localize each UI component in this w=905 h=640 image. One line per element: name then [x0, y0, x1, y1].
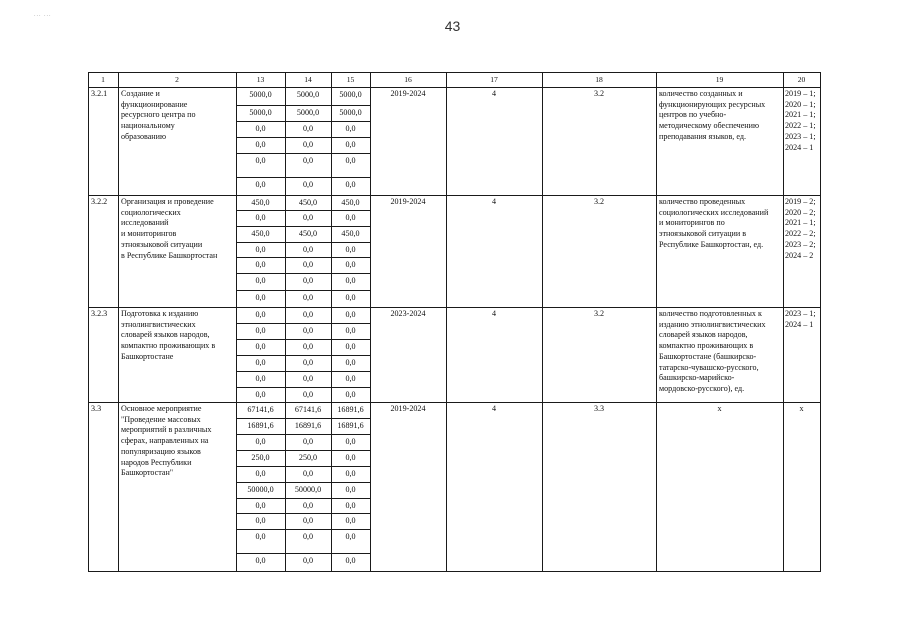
indicator-line: татарско-чувашско-русского, — [659, 362, 759, 372]
col17-cell: 4 — [491, 309, 497, 318]
years-line: 2024 – 1 — [785, 319, 814, 329]
value-row-border — [236, 450, 370, 451]
value-cell: 5000,0 — [249, 108, 272, 117]
col18-cell: 3.3 — [593, 404, 605, 413]
row-name-line: образованию — [121, 131, 167, 141]
value-cell: 0,0 — [302, 437, 314, 446]
column-border-10 — [820, 72, 821, 572]
value-cell: 0,0 — [255, 260, 266, 269]
value-cell: 0,0 — [345, 342, 356, 351]
value-cell: 0,0 — [255, 374, 266, 383]
value-cell: 0,0 — [255, 556, 266, 565]
header-bottom-border — [88, 87, 820, 88]
value-cell: 0,0 — [345, 501, 356, 510]
value-row-border — [236, 355, 370, 356]
value-row-border — [236, 242, 370, 243]
value-cell: 0,0 — [302, 245, 314, 254]
column-border-6 — [446, 72, 447, 572]
years-line: 2020 – 2; — [785, 207, 816, 217]
row-name-line: Башкортостане — [121, 351, 174, 361]
value-row-border — [236, 121, 370, 122]
value-cell: 0,0 — [255, 437, 266, 446]
value-cell: 450,0 — [251, 229, 270, 238]
scan-corner-mark: ... ... — [34, 12, 52, 18]
value-cell: 0,0 — [345, 453, 356, 462]
indicator-line: Республике Башкортостан, ед. — [659, 239, 764, 249]
value-row-border — [236, 153, 370, 154]
value-cell: 0,0 — [302, 342, 314, 351]
value-cell: 0,0 — [302, 358, 314, 367]
years-line: 2022 – 1; — [785, 121, 816, 131]
section-bottom-border — [88, 195, 820, 196]
value-cell: 5000,0 — [249, 90, 272, 99]
period-cell: 2023-2024 — [390, 309, 426, 318]
value-row-border — [236, 482, 370, 483]
column-header: 1 — [101, 74, 105, 84]
row-name-line: исследований — [121, 218, 169, 228]
value-cell: 0,0 — [302, 124, 314, 133]
value-cell: 0,0 — [255, 140, 266, 149]
row-name-line: функционирование — [121, 99, 188, 109]
value-cell: 0,0 — [345, 516, 356, 525]
value-row-border — [236, 513, 370, 514]
column-header: 2 — [175, 74, 179, 84]
years-line: 2024 – 2 — [785, 250, 814, 260]
value-cell: 250,0 — [251, 453, 270, 462]
years-line: 2021 – 1; — [785, 218, 816, 228]
row-name-line: социологических — [121, 207, 181, 217]
value-cell: 16891,6 — [337, 405, 364, 414]
value-row-border — [236, 553, 370, 554]
row-name-line: популяризацию языков — [121, 446, 201, 456]
value-cell: 67141,6 — [294, 405, 322, 414]
column-header: 19 — [715, 74, 724, 84]
years-line: x — [799, 404, 804, 413]
column-header: 14 — [304, 74, 312, 84]
indicator-line: изданию этнолингвистических — [659, 319, 766, 329]
row-name-line: этнолингвистических — [121, 319, 196, 329]
value-cell: 0,0 — [302, 326, 314, 335]
value-cell: 5000,0 — [296, 90, 320, 99]
years-line: 2022 – 2; — [785, 229, 816, 239]
section-bottom-border — [88, 402, 820, 403]
indicator-line: количество созданных и — [659, 89, 743, 98]
years-line: 2019 – 2; — [785, 197, 816, 206]
years-line: 2021 – 1; — [785, 110, 816, 120]
row-name-line: национальному — [121, 121, 175, 131]
value-row-border — [236, 210, 370, 211]
column-border-9 — [783, 72, 784, 572]
value-cell: 450,0 — [298, 229, 318, 238]
value-cell: 0,0 — [255, 156, 266, 165]
value-row-border — [236, 498, 370, 499]
row-code: 3.2.3 — [91, 309, 108, 318]
value-cell: 50000,0 — [294, 485, 322, 494]
indicator-line: x — [717, 404, 722, 413]
value-cell: 0,0 — [345, 124, 356, 133]
value-cell: 0,0 — [302, 390, 314, 399]
col18-cell: 3.2 — [593, 89, 605, 98]
value-cell: 0,0 — [345, 390, 356, 399]
indicator-line: преподавания языков, ед. — [659, 131, 746, 141]
value-cell: 5000,0 — [339, 90, 362, 99]
period-cell: 2019-2024 — [390, 197, 426, 206]
value-row-border — [236, 529, 370, 530]
row-name-line: Организация и проведение — [121, 197, 214, 206]
value-cell: 0,0 — [302, 516, 314, 525]
row-code: 3.2.1 — [91, 89, 108, 98]
value-cell: 0,0 — [345, 310, 356, 319]
value-row-border — [236, 290, 370, 291]
value-cell: 0,0 — [255, 124, 266, 133]
indicator-line: компактно проживающих в — [659, 341, 754, 351]
row-name-line: Создание и — [121, 89, 160, 98]
column-header: 16 — [404, 74, 412, 84]
indicator-line: функционирующих ресурсных — [659, 99, 766, 109]
section-bottom-border — [88, 571, 820, 572]
value-cell: 0,0 — [255, 501, 266, 510]
row-name-line: мероприятий в различных — [121, 425, 212, 435]
indicator-line: и мониторингов по — [659, 218, 725, 228]
period-cell: 2019-2024 — [390, 89, 426, 98]
value-cell: 0,0 — [302, 140, 314, 149]
value-row-border — [236, 323, 370, 324]
value-row-border — [236, 105, 370, 106]
table-top-border — [88, 72, 820, 73]
indicator-line: методическому обеспечению — [659, 121, 760, 131]
value-cell: 5000,0 — [296, 108, 320, 117]
value-cell: 0,0 — [345, 556, 356, 565]
value-cell: 0,0 — [255, 276, 266, 285]
row-code: 3.3 — [91, 404, 102, 413]
value-cell: 0,0 — [345, 437, 356, 446]
value-row-border — [236, 434, 370, 435]
row-name-line: словарей языков народов, — [121, 330, 210, 340]
value-cell: 0,0 — [255, 390, 266, 399]
value-cell: 16891,6 — [337, 421, 364, 430]
indicator-line: мордовско-русского), ед. — [659, 383, 745, 393]
value-cell: 0,0 — [345, 532, 356, 541]
value-cell: 5000,0 — [339, 108, 362, 117]
value-cell: 0,0 — [255, 180, 266, 189]
row-name-line: народов Республики — [121, 457, 192, 467]
value-cell: 0,0 — [255, 213, 266, 222]
col17-cell: 4 — [491, 89, 497, 98]
value-row-border — [236, 257, 370, 258]
indicator-line: социологических исследований — [659, 207, 769, 217]
value-cell: 0,0 — [302, 180, 314, 189]
row-name-line: "Проведение массовых — [121, 414, 201, 424]
value-cell: 0,0 — [345, 374, 356, 383]
value-cell: 0,0 — [345, 140, 356, 149]
value-cell: 0,0 — [302, 532, 314, 541]
value-cell: 0,0 — [255, 358, 266, 367]
column-border-7 — [542, 72, 543, 572]
value-cell: 450,0 — [341, 198, 360, 207]
row-name-line: компактно проживающих в — [121, 341, 216, 351]
indicator-line: количество проведенных — [659, 197, 746, 206]
col18-cell: 3.2 — [593, 309, 605, 318]
indicator-line: башкирско-марийско- — [659, 373, 735, 383]
value-cell: 16891,6 — [294, 421, 322, 430]
row-name-line: сферах, направленных на — [121, 436, 209, 446]
value-row-border — [236, 339, 370, 340]
indicator-line: Башкортостане (башкирско- — [659, 351, 757, 361]
value-cell: 0,0 — [255, 469, 266, 478]
value-row-border — [236, 387, 370, 388]
value-cell: 0,0 — [302, 156, 314, 165]
column-border-0 — [88, 72, 89, 572]
row-name-line: ресурсного центра по — [121, 110, 196, 120]
value-cell: 0,0 — [302, 260, 314, 269]
value-cell: 0,0 — [345, 485, 356, 494]
value-cell: 0,0 — [302, 310, 314, 319]
value-cell: 0,0 — [345, 276, 356, 285]
value-cell: 0,0 — [345, 213, 356, 222]
years-line: 2020 – 1; — [785, 99, 816, 109]
row-name-line: Подготовка к изданию — [121, 309, 199, 318]
indicator-line: этноязыковой ситуации в — [659, 229, 747, 239]
value-row-border — [236, 137, 370, 138]
value-cell: 0,0 — [255, 532, 266, 541]
value-cell: 450,0 — [298, 198, 318, 207]
value-cell: 0,0 — [302, 293, 314, 302]
section-bottom-border — [88, 307, 820, 308]
indicator-line: словарей языков народов, — [659, 330, 748, 340]
years-line: 2023 – 2; — [785, 239, 816, 249]
col17-cell: 4 — [491, 404, 497, 413]
value-cell: 0,0 — [345, 180, 356, 189]
value-cell: 450,0 — [341, 229, 360, 238]
column-header: 17 — [490, 74, 498, 84]
col17-cell: 4 — [491, 197, 497, 206]
value-cell: 0,0 — [345, 358, 356, 367]
indicator-line: количество подготовленных к — [659, 309, 762, 318]
indicator-line: центров по учебно- — [659, 110, 727, 120]
value-cell: 0,0 — [255, 310, 266, 319]
value-cell: 0,0 — [255, 245, 266, 254]
value-row-border — [236, 418, 370, 419]
value-cell: 0,0 — [345, 469, 356, 478]
row-name-line: и мониторингов — [121, 229, 177, 239]
row-name-line: в Республике Башкортостан — [121, 250, 218, 260]
col18-cell: 3.2 — [593, 197, 605, 206]
column-header: 13 — [256, 74, 265, 84]
value-cell: 0,0 — [302, 469, 314, 478]
column-border-1 — [118, 72, 119, 572]
period-cell: 2019-2024 — [390, 404, 426, 413]
column-border-8 — [656, 72, 657, 572]
row-name-line: этноязыковой ситуации — [121, 239, 203, 249]
value-cell: 0,0 — [255, 293, 266, 302]
value-row-border — [236, 177, 370, 178]
value-row-border — [236, 371, 370, 372]
value-cell: 0,0 — [255, 516, 266, 525]
value-cell: 50000,0 — [247, 485, 274, 494]
row-name-line: Основное мероприятие — [121, 404, 202, 413]
column-header: 20 — [797, 74, 806, 84]
years-line: 2023 – 1; — [785, 131, 816, 141]
value-cell: 0,0 — [345, 245, 356, 254]
row-code: 3.2.2 — [91, 197, 108, 206]
value-cell: 0,0 — [302, 501, 314, 510]
value-row-border — [236, 273, 370, 274]
column-header: 15 — [346, 74, 355, 84]
value-cell: 0,0 — [302, 374, 314, 383]
value-cell: 16891,6 — [247, 421, 274, 430]
value-cell: 0,0 — [302, 276, 314, 285]
row-name-line: Башкортостан" — [121, 468, 174, 478]
value-row-border — [236, 226, 370, 227]
column-border-5 — [370, 72, 371, 572]
value-cell: 0,0 — [255, 326, 266, 335]
value-cell: 0,0 — [255, 342, 266, 351]
value-cell: 0,0 — [345, 293, 356, 302]
years-line: 2019 – 1; — [785, 89, 816, 98]
value-cell: 250,0 — [298, 453, 318, 462]
value-cell: 0,0 — [302, 556, 314, 565]
value-row-border — [236, 466, 370, 467]
value-cell: 450,0 — [251, 198, 270, 207]
value-cell: 0,0 — [345, 260, 356, 269]
years-line: 2023 – 1; — [785, 309, 816, 318]
value-cell: 0,0 — [302, 213, 314, 222]
years-line: 2024 – 1 — [785, 142, 814, 152]
value-cell: 67141,6 — [247, 405, 274, 414]
page-number: 43 — [444, 18, 461, 34]
column-header: 18 — [595, 74, 603, 84]
value-cell: 0,0 — [345, 156, 356, 165]
value-cell: 0,0 — [345, 326, 356, 335]
